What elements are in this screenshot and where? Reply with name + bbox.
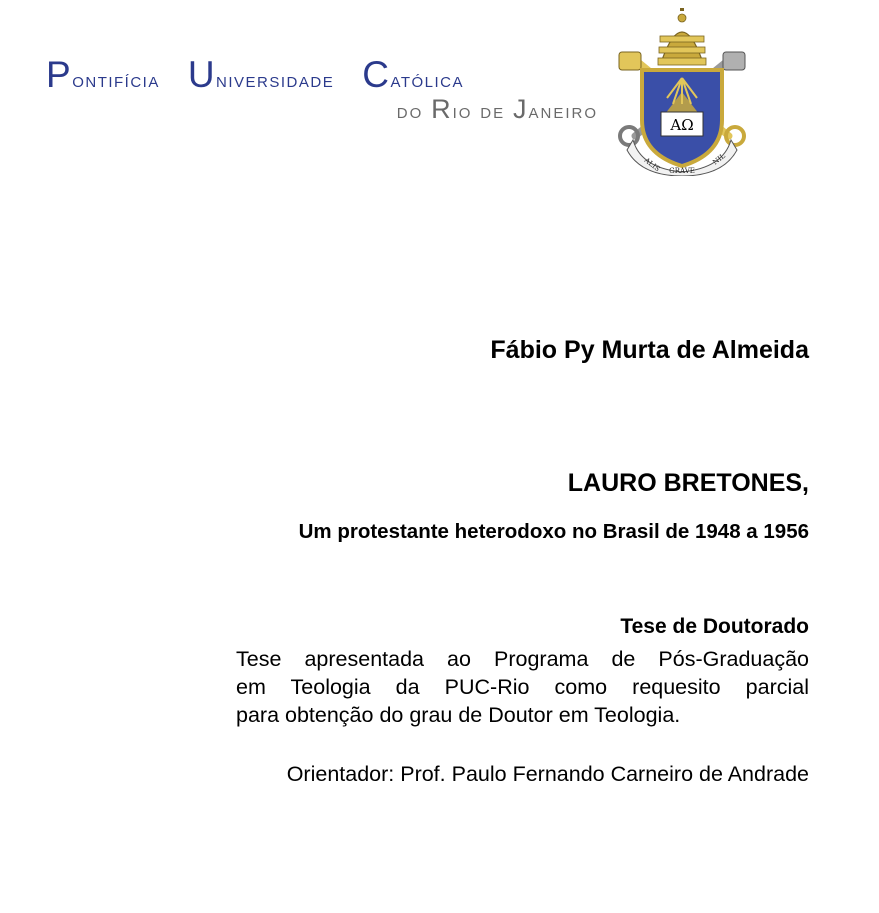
crest-monogram: AΩ: [670, 116, 694, 134]
thesis-description: [236, 645, 809, 729]
word-pontificia: Pontifícia: [46, 54, 160, 95]
shield-icon: [642, 70, 722, 166]
crest-motto-center: GRAVE: [669, 167, 695, 175]
crest-motto-right: NIL: [711, 151, 727, 167]
thesis-subtitle: Um protestante heterodoxo no Brasil de 1948 a 1956: [298, 520, 809, 543]
tiara-icon: [658, 8, 706, 65]
university-name-line2: do Rio de Janeiro: [396, 94, 598, 124]
description-line: em Teologia da PUC-Rio como requesito parcial: [236, 675, 809, 699]
university-name-line1: [46, 54, 464, 96]
university-name: [46, 54, 606, 134]
crest-motto-left: ALIS: [642, 156, 662, 174]
thesis-type: Tese de Doutorado: [620, 615, 809, 638]
description-line: Tese apresentada ao Programa de Pós-Graduação: [236, 647, 809, 671]
puc-rio-crest-icon: [611, 8, 753, 176]
word-universidade: Universidade: [187, 54, 335, 95]
word-catolica: Católica: [362, 54, 465, 95]
advisor: Orientador: Prof. Paulo Fernando Carneiro de Andrade: [286, 762, 809, 786]
thesis-title: LAURO BRETONES,: [567, 469, 809, 497]
author-name: Fábio Py Murta de Almeida: [490, 336, 809, 364]
description-line: para obtenção do grau de Doutor em Teologia.: [236, 703, 681, 727]
